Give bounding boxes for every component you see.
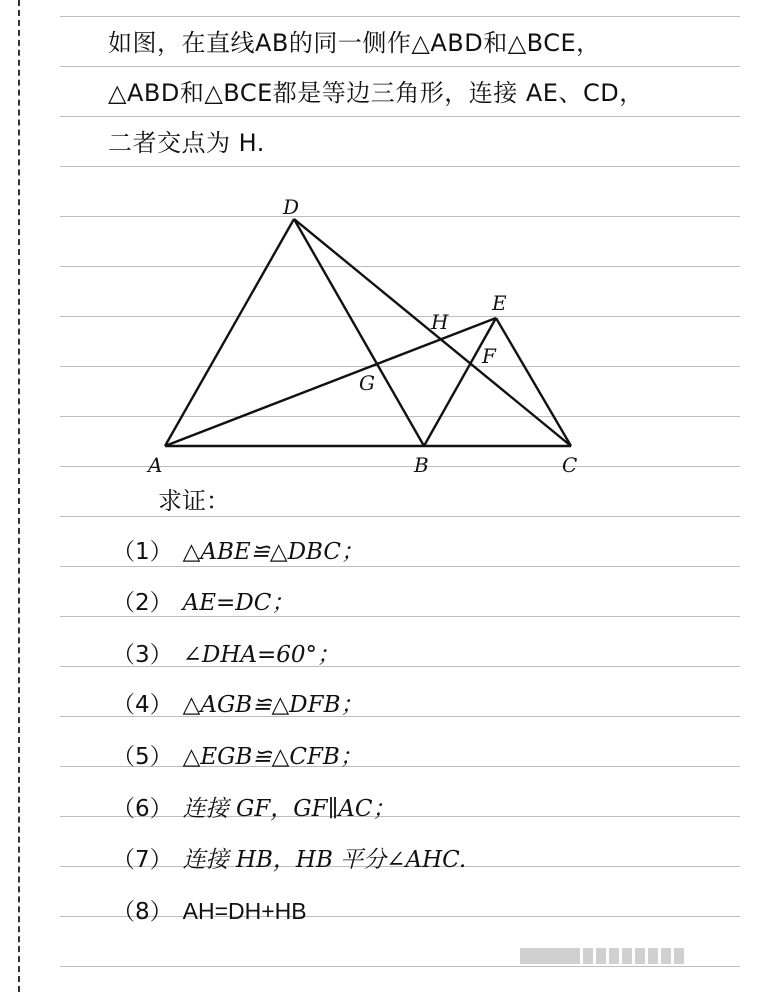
item-text: 连接 HB，HB 平分∠AHC. xyxy=(182,847,467,873)
problem-line-1: 如图，在直线AB的同一侧作△ABD和△BCE， xyxy=(108,29,601,57)
item-text: △ABE≌△DBC； xyxy=(182,539,364,565)
prove-item-7 xyxy=(112,845,466,875)
item-text: 连接 GF，GF∥AC； xyxy=(182,796,396,822)
prove-item-1 xyxy=(112,537,364,567)
item-number: （2） xyxy=(112,590,173,616)
item-number: （4） xyxy=(112,692,173,718)
segment-be xyxy=(424,318,496,446)
item-text: ∠DHA=60°； xyxy=(182,642,341,668)
item-number: （6） xyxy=(112,796,173,822)
prove-item-8 xyxy=(112,896,307,927)
point-label-b: B xyxy=(414,453,429,477)
point-label-c: C xyxy=(562,453,578,477)
item-number: （3） xyxy=(112,642,173,668)
item-number: （5） xyxy=(112,744,173,770)
item-text: AE=DC； xyxy=(182,590,295,616)
prove-item-5 xyxy=(112,742,363,772)
prove-item-6 xyxy=(112,794,395,824)
point-label-e: E xyxy=(492,291,507,315)
item-number: （8） xyxy=(112,899,173,925)
segment-ad xyxy=(165,219,294,446)
problem-line-3: 二者交点为 H. xyxy=(108,129,265,157)
item-number: （7） xyxy=(112,847,173,873)
prove-heading: 求证： xyxy=(158,487,230,515)
point-label-g: G xyxy=(359,371,375,395)
problem-line-2: △ABD和△BCE都是等边三角形，连接 AE、CD， xyxy=(108,79,644,107)
segment-db xyxy=(294,219,424,446)
prove-item-4 xyxy=(112,690,363,720)
item-text: AH=DH+HB xyxy=(182,898,307,924)
point-label-a: A xyxy=(148,453,163,477)
scroll-indicator[interactable] xyxy=(520,948,760,974)
segment-ae xyxy=(165,318,496,446)
item-text: △AGB≌△DFB； xyxy=(182,692,364,718)
point-label-f: F xyxy=(482,344,496,368)
item-number: （1） xyxy=(112,539,173,565)
segment-ec xyxy=(496,318,571,446)
point-label-h: H xyxy=(431,310,449,334)
item-text: △EGB≌△CFB； xyxy=(182,744,363,770)
prove-item-3 xyxy=(112,640,340,670)
point-label-d: D xyxy=(283,195,300,219)
prove-item-2 xyxy=(112,588,294,618)
